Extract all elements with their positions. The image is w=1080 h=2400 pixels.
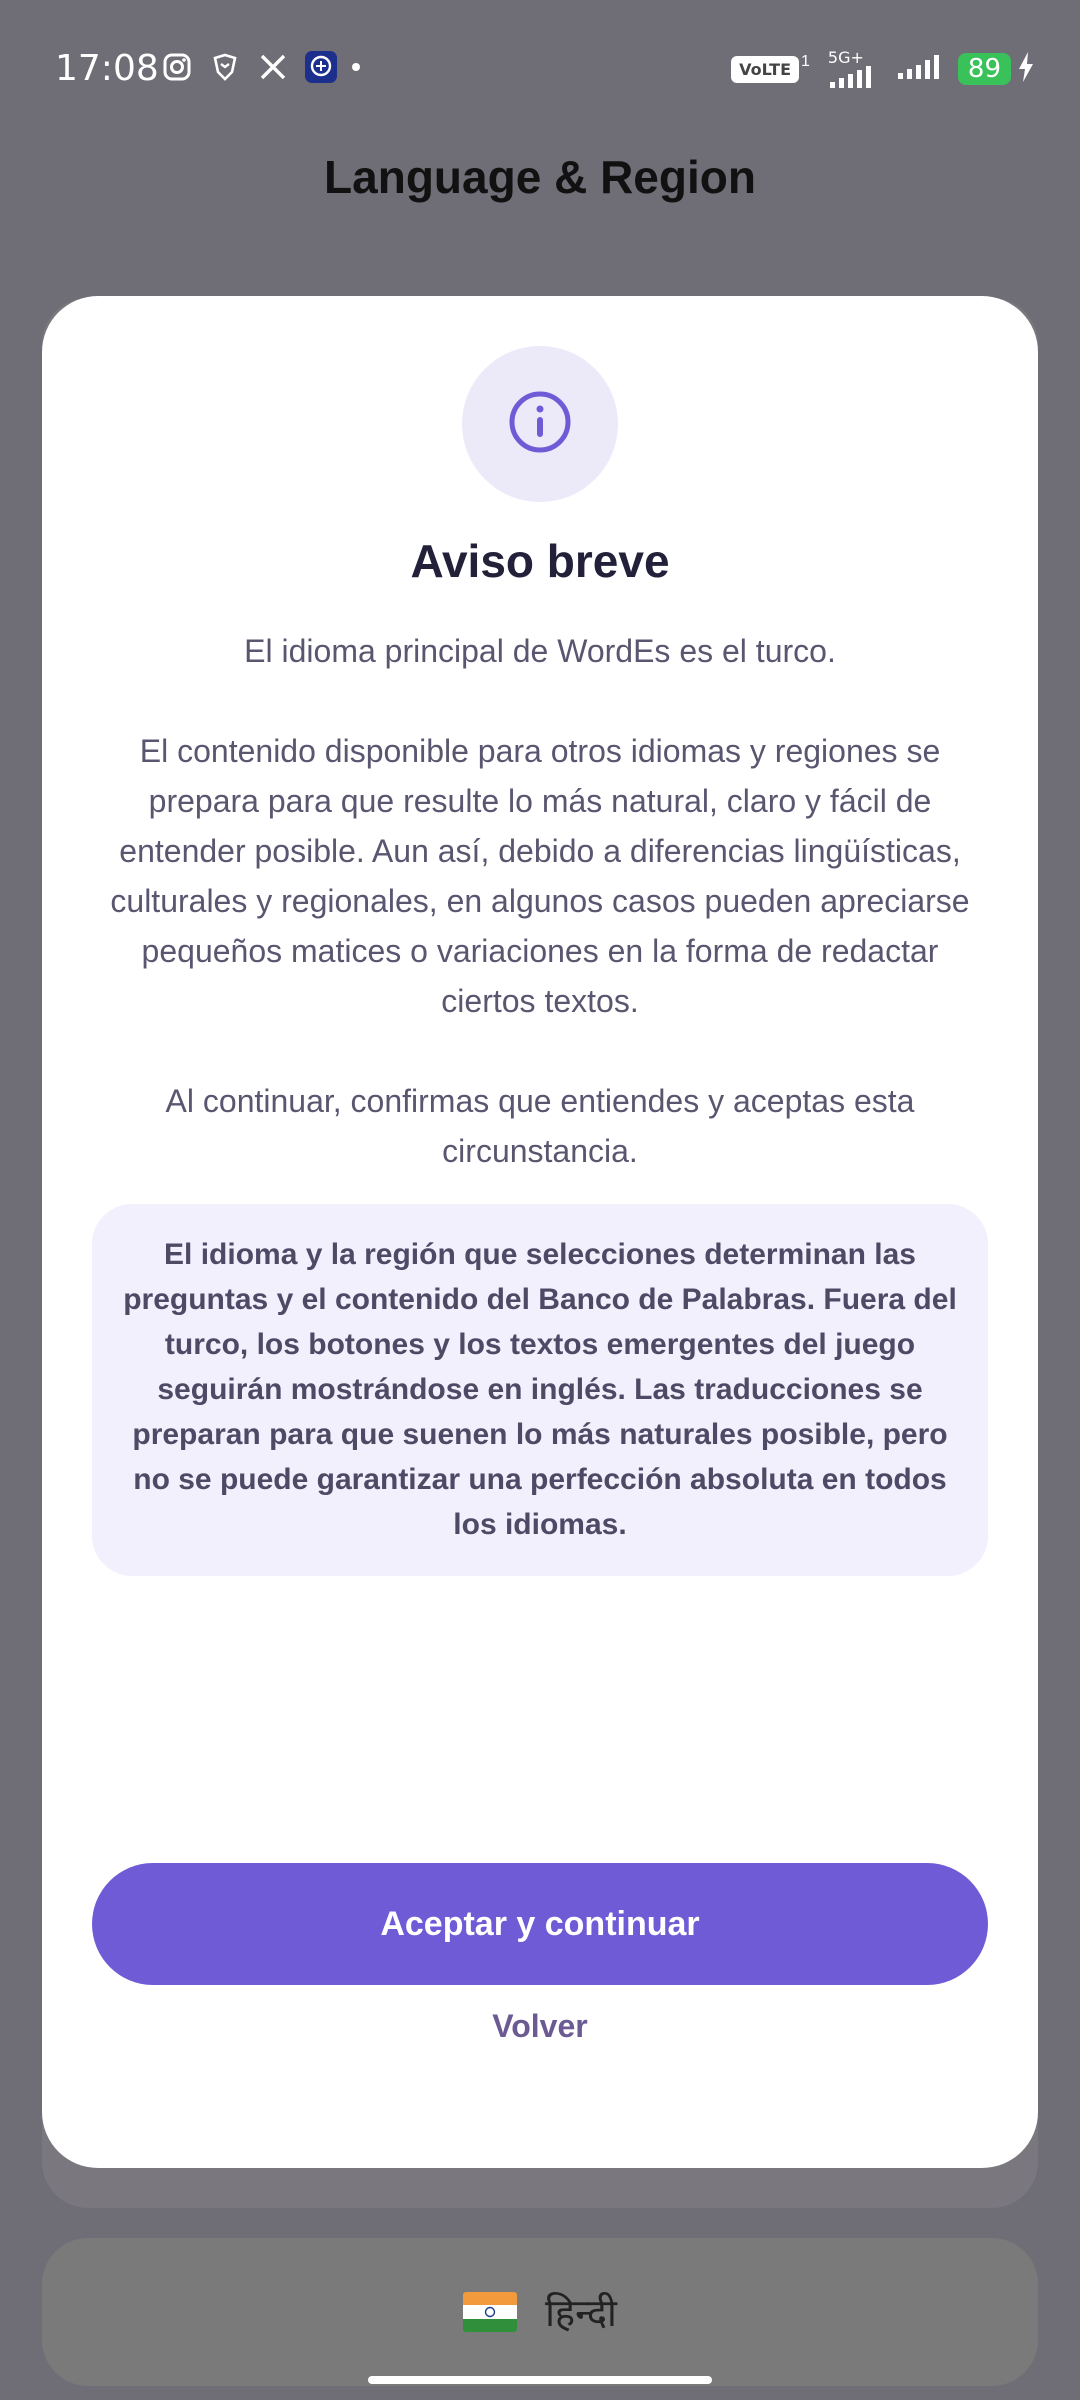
home-indicator[interactable] bbox=[368, 2376, 712, 2384]
notification-icons bbox=[160, 50, 360, 84]
notice-box bbox=[92, 1204, 988, 1576]
back-button[interactable]: Volver bbox=[492, 2008, 588, 2044]
accept-button-label: Aceptar y continuar bbox=[380, 1904, 700, 1943]
language-label: हिन्दी bbox=[545, 2291, 617, 2335]
brave-icon bbox=[208, 50, 242, 84]
signal-5g-icon bbox=[828, 50, 878, 88]
dialog-paragraph: El contenido disponible para otros idiomas y regiones se prepara para que resulte lo más natural, claro y fácil de entender posible. Aun así, debido a diferencias lingüísticas, culturales y regionales, en algunos casos pueden apreciarse pequeños matices o variaciones en la forma de redactar ciertos textos. bbox=[110, 733, 970, 1019]
dialog-paragraph: Al continuar, confirmas que entiendes y aceptas esta circunstancia. bbox=[165, 1083, 915, 1169]
info-icon bbox=[507, 389, 573, 460]
system-icons bbox=[731, 50, 1035, 88]
page-title: Language & Region bbox=[324, 151, 756, 203]
india-flag-icon bbox=[463, 2292, 517, 2332]
language-item-hindi[interactable] bbox=[42, 2238, 1038, 2386]
info-icon-badge bbox=[462, 346, 618, 502]
more-notifications-dot bbox=[352, 63, 360, 71]
sim-number: 1 bbox=[801, 53, 810, 70]
instagram-icon bbox=[160, 50, 194, 84]
status-bar bbox=[0, 0, 1080, 140]
app-icon bbox=[304, 50, 338, 84]
network-type: 5G+ bbox=[827, 48, 864, 67]
signal-icon bbox=[896, 55, 940, 84]
dialog-title: Aviso breve bbox=[410, 535, 670, 587]
accept-continue-button[interactable] bbox=[92, 1863, 988, 1985]
notice-text: El idioma y la región que selecciones determinan las preguntas y el contenido del Banco de Palabras. Fuera del turco, los botones y los textos emergentes del juego seguirán mostrándose en inglés. Las traducciones se preparan para que suenen lo más naturales posible, pero no se puede garantizar una perfección absoluta en todos los idiomas. bbox=[123, 1238, 957, 1541]
dialog-paragraph: El idioma principal de WordEs es el turco. bbox=[244, 633, 836, 669]
x-icon bbox=[256, 50, 290, 84]
notice-dialog bbox=[42, 296, 1038, 2168]
status-time: 17:08 bbox=[55, 48, 159, 89]
volte-badge: VoLTE bbox=[731, 56, 799, 83]
charging-icon bbox=[1017, 52, 1035, 87]
battery-level: 89 bbox=[958, 53, 1011, 85]
